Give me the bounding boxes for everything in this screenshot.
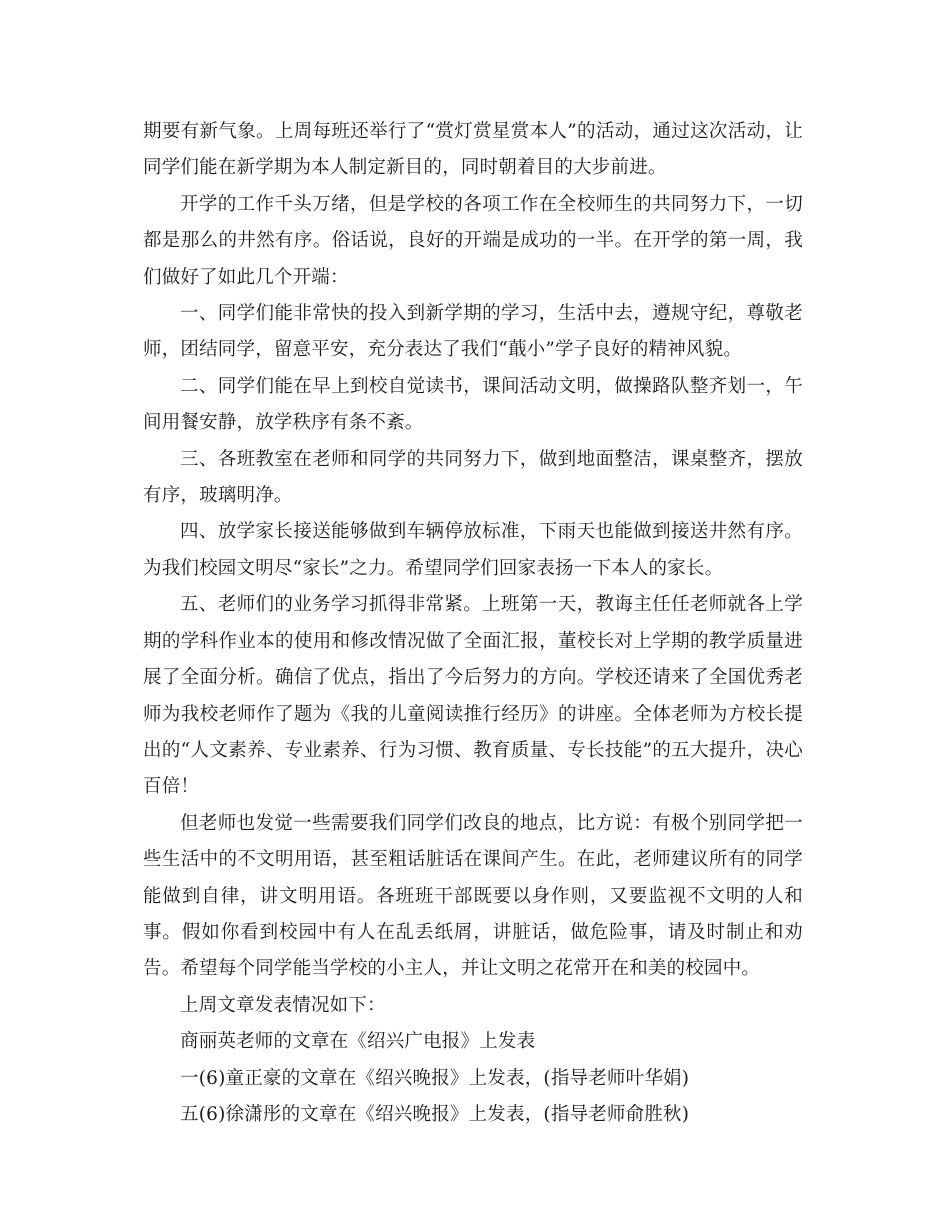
paragraph-point-five: 五、老师们的业务学习抓得非常紧。上班第一天，教诲主任任老师就各上学期的学科作业本的使用和修改情况做了全面汇报，董校长对上学期的教学质量进展了全面分析。确信了优点，指出了今后努力的方向。学校还请来了全国优秀老师为我校老师作了题为《我的儿童阅读推行经历》的讲座。全体老师为方校长提出的“人文素养、专业素养、行为习惯、教育质量、专长技能”的五大提升，决心百倍！ — [143, 594, 803, 798]
publication-item: 商丽英老师的文章在《绍兴广电报》上发表 — [180, 1031, 536, 1053]
paragraph-point-two: 二、同学们能在早上到校自觉读书，课间活动文明，做操路队整齐划一，午间用餐安静，放学秩序有条不紊。 — [143, 375, 803, 434]
paragraph-point-one: 一、同学们能非常快的投入到新学期的学习，生活中去，遵规守纪，尊敬老师，团结同学，留意平安，充分表达了我们“蕺小”学子良好的精神风貌。 — [143, 303, 803, 361]
paragraph-opening-work: 开学的工作千头万绪，但是学校的各项工作在全校师生的共同努力下，一切都是那么的井然有序。俗话说，良好的开端是成功的一半。在开学的第一周，我们做好了如此几个开端： — [143, 193, 803, 288]
paragraph-publications-heading: 上周文章发表情况如下： — [180, 994, 386, 1016]
publication-item: 一(6)童正豪的文章在《绍兴晚报》上发表，(指导老师叶华娟) — [180, 1067, 690, 1089]
publication-item: 五(6)徐潇彤的文章在《绍兴晚报》上发表，(指导老师俞胜秋) — [180, 1103, 690, 1125]
document-body — [143, 114, 803, 1133]
paragraph-continuation: 期要有新气象。上周每班还举行了“赏灯赏星赏本人”的活动，通过这次活动，让同学们能在新学期为本人制定新目的，同时朝着目的大步前进。 — [143, 121, 803, 179]
paragraph-improvements: 但老师也发觉一些需要我们同学们改良的地点，比方说：有极个别同学把一些生活中的不文明用语，甚至粗话脏话在课间产生。在此，老师建议所有的同学能做到自律，讲文明用语。各班班干部既要以身作则，又要监视不文明的人和事。假如你看到校园中有人在乱丢纸屑，讲脏话，做危险事，请及时制止和劝告。希望每个同学能当学校的小主人，并让文明之花常开在和美的校园中。 — [143, 812, 803, 980]
paragraph-point-three: 三、各班教室在老师和同学的共同努力下，做到地面整洁，课桌整齐，摆放有序，玻璃明净。 — [143, 448, 803, 507]
paragraph-point-four: 四、放学家长接送能够做到车辆停放标准，下雨天也能做到接送井然有序。为我们校园文明尽“家长”之力。希望同学们回家表扬一下本人的家长。 — [143, 521, 803, 579]
